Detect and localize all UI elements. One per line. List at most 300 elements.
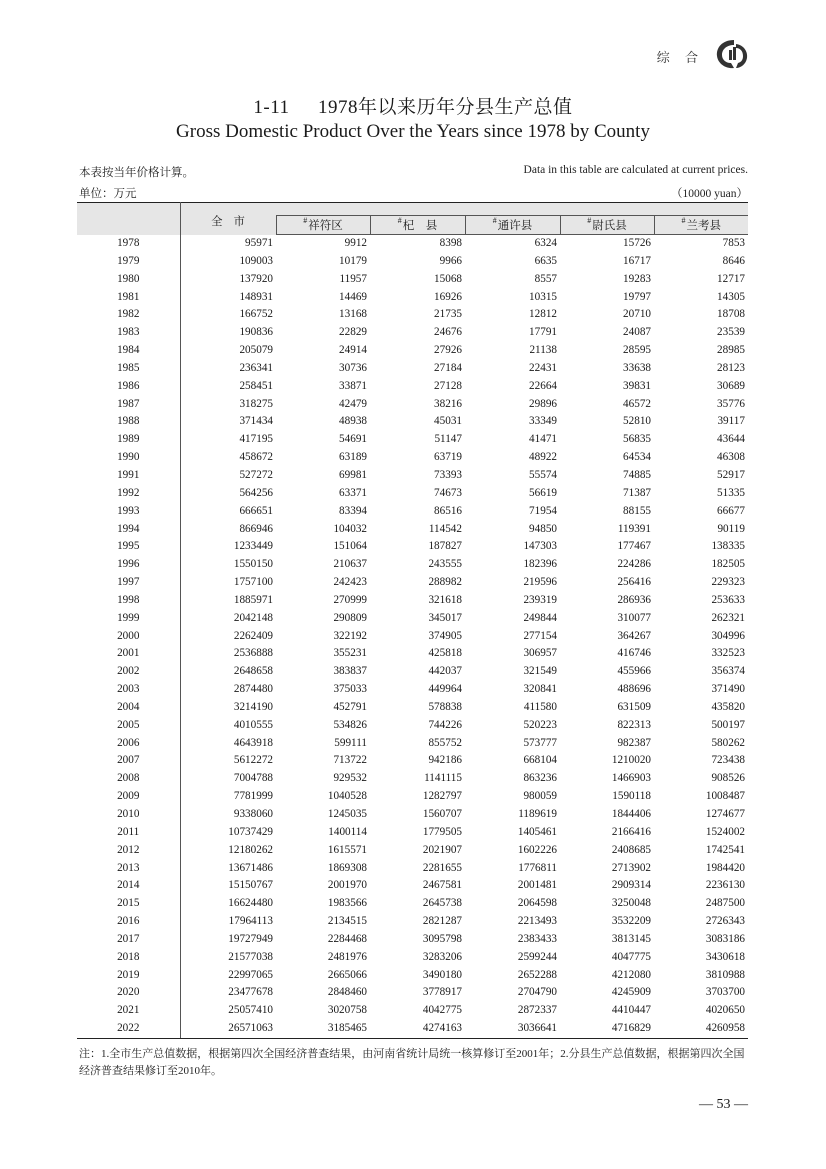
value-cell: 3810988 [705,968,745,981]
year-cell: 1994 [77,521,180,539]
value-cell: 2848460 [327,986,367,999]
value-cell: 95971 [245,236,273,249]
table-row [77,949,748,967]
value-cell: 63719 [434,451,462,464]
value-cell: 119391 [617,522,651,535]
value-cell: 236341 [239,361,273,374]
value-cell: 2652288 [517,968,557,981]
table-row [77,681,748,699]
value-cell: 2648658 [233,665,273,678]
table-row [77,842,748,860]
value-cell: 1189619 [518,808,557,820]
value-cell: 262321 [711,611,745,624]
value-cell: 86516 [434,504,462,517]
value-cell: 855752 [428,736,462,749]
value-cell: 73393 [434,468,462,481]
value-cell: 3250048 [611,897,651,910]
value-cell: 229323 [711,576,745,589]
value-cell: 33638 [623,361,651,374]
table-row [77,378,748,396]
unit-note-en: （10000 yuan） [671,188,748,200]
value-cell: 2874480 [233,683,273,696]
year-cell: 2005 [77,717,180,735]
value-cell: 147303 [523,540,557,553]
value-cell: 51147 [434,433,462,446]
year-cell: 1995 [77,538,180,556]
page-header [657,38,750,75]
value-cell: 14305 [717,290,745,303]
value-cell: 7004788 [233,772,273,785]
value-cell: 371434 [239,415,273,428]
value-cell: 2001481 [517,879,557,892]
table-row [77,752,748,770]
value-cell: 322192 [333,629,367,642]
value-cell: 2236130 [705,879,745,892]
year-cell: 2008 [77,770,180,788]
value-cell: 321549 [523,665,557,678]
value-cell: 22829 [339,326,367,339]
value-cell: 138335 [711,540,745,553]
value-cell: 52810 [623,415,651,428]
value-cell: 243555 [428,558,462,571]
value-cell: 21138 [529,344,557,357]
value-cell: 4274163 [370,1020,465,1038]
value-cell: 982387 [617,736,651,749]
table-row [77,788,748,806]
table-row [77,806,748,824]
price-note-en: Data in this table are calculated at current prices. [523,164,748,176]
table-row [77,770,748,788]
value-cell: 4047775 [611,950,651,963]
value-cell: 166752 [239,308,273,321]
value-cell: 43644 [717,433,745,446]
page-number: — 53 — [699,1097,748,1112]
table-title-cn: 1978年以来历年分县生产总值 [318,97,573,118]
table-row [77,913,748,931]
value-cell: 83394 [339,504,367,517]
value-cell: 3813145 [611,932,651,945]
value-cell: 9912 [344,237,367,249]
year-cell: 2014 [77,877,180,895]
value-cell: 4245909 [611,986,651,999]
value-cell: 3095798 [422,932,462,945]
value-cell: 455966 [617,665,651,678]
value-cell: 8646 [722,254,745,267]
value-cell: 520223 [523,718,557,731]
table-body [77,235,748,1039]
value-cell: 26571063 [180,1020,276,1038]
table-title-en: Gross Domestic Product Over the Years since 1978 by County [176,121,650,142]
value-cell: 1615571 [327,843,367,856]
table-row [77,431,748,449]
value-cell: 355231 [333,647,367,660]
value-cell: 2536888 [233,647,273,660]
table-row [77,824,748,842]
value-cell: 38216 [434,397,462,410]
value-cell: 52917 [717,468,745,481]
value-cell: 56835 [623,433,651,446]
value-cell: 19797 [623,290,651,303]
value-cell: 22664 [529,379,557,392]
value-cell: 16624480 [228,897,273,910]
value-cell: 2383433 [517,932,557,945]
value-cell: 210637 [333,558,367,571]
table-row [77,860,748,878]
value-cell: 24676 [434,326,462,339]
year-cell: 2019 [77,967,180,985]
year-cell: 1985 [77,360,180,378]
table-row [77,628,748,646]
value-cell: 69981 [339,468,367,481]
value-cell: 71954 [529,504,557,517]
value-cell: 277154 [523,629,557,642]
year-cell: 2003 [77,681,180,699]
value-cell: 1590118 [612,790,651,803]
value-cell: 270999 [333,593,367,606]
table-row [77,235,748,253]
value-cell: 3083186 [705,932,745,945]
value-cell: 1984420 [705,861,745,874]
value-cell: 2262409 [233,629,273,642]
year-cell: 2001 [77,645,180,663]
value-cell: 24914 [339,344,367,357]
value-cell: 27184 [434,361,462,374]
value-cell: 10315 [529,290,557,303]
value-cell: 573777 [523,736,557,749]
value-cell: 256416 [617,576,651,589]
value-cell: 1742541 [705,843,745,856]
value-cell: 15726 [623,237,651,249]
value-cell: 148931 [239,290,273,303]
value-cell: 1245035 [327,808,367,820]
table-row [77,396,748,414]
table-number: 1-11 [253,97,290,118]
value-cell: 17791 [529,326,557,339]
year-cell: 1992 [77,485,180,503]
value-cell: 28985 [717,344,745,357]
value-cell: 411580 [523,700,557,713]
value-cell: 9338060 [233,808,273,820]
value-cell: 1282797 [422,790,462,803]
value-cell: 908526 [711,772,745,785]
value-cell: 580262 [711,736,745,749]
value-cell: 3020758 [327,1004,367,1017]
table-row [77,360,748,378]
value-cell: 14469 [339,290,367,303]
table-row [77,574,748,592]
value-cell: 578838 [428,700,462,713]
value-cell: 33871 [339,379,367,392]
value-cell: 534826 [333,718,367,731]
value-cell: 364267 [617,629,651,642]
value-cell: 4212080 [611,968,651,981]
value-cell: 929532 [333,772,367,785]
value-cell: 182505 [711,558,745,571]
value-cell: 2821287 [422,915,462,928]
table-row [77,538,748,556]
value-cell: 7781999 [233,790,273,803]
value-cell: 290809 [333,611,367,624]
value-cell: 2726343 [705,915,745,928]
value-cell: 1008487 [705,790,745,803]
table-row [77,324,748,342]
value-cell: 1040528 [327,790,367,803]
year-cell: 2010 [77,806,180,824]
price-note-cn: 本表按当年价格计算。 [79,167,194,179]
year-cell: 2007 [77,752,180,770]
year-cell: 1988 [77,413,180,431]
value-cell: 16717 [623,254,651,267]
year-cell: 1991 [77,467,180,485]
value-cell: 109003 [239,254,273,267]
table-row [77,342,748,360]
value-cell: 242423 [333,576,367,589]
value-cell: 114542 [428,522,462,535]
year-cell: 2011 [77,824,180,842]
value-cell: 332523 [711,647,745,660]
value-cell: 1210020 [611,754,651,767]
value-cell: 28595 [623,344,651,357]
table-row [77,1020,748,1038]
value-cell: 54691 [339,433,367,446]
value-cell: 22431 [529,361,557,374]
value-cell: 2408685 [611,843,651,856]
year-cell: 1987 [77,396,180,414]
value-cell: 56619 [529,486,557,499]
value-cell: 94850 [529,522,557,535]
value-cell: 306957 [523,647,557,660]
value-cell: 151064 [333,540,367,553]
year-cell: 2000 [77,628,180,646]
value-cell: 723438 [711,754,745,767]
value-cell: 3778917 [422,986,462,999]
value-cell: 12812 [529,308,557,321]
value-cell: 19283 [623,272,651,285]
value-cell: 425818 [428,647,462,660]
value-cell: 9966 [439,254,462,267]
value-cell: 48922 [529,451,557,464]
table-row [77,967,748,985]
value-cell: 45031 [434,415,462,428]
value-cell: 30736 [339,361,367,374]
value-cell: 866946 [239,522,273,535]
value-cell: 417195 [239,433,273,446]
value-cell: 177467 [617,540,651,553]
value-cell: 980059 [523,790,557,803]
value-cell: 29896 [529,397,557,410]
value-cell: 10737429 [228,825,273,838]
value-cell: 2909314 [611,879,651,892]
value-cell: 1602226 [517,843,557,856]
year-cell: 1984 [77,342,180,360]
value-cell: 2872337 [517,1004,557,1017]
value-cell: 12717 [717,272,745,285]
value-cell: 239319 [523,593,557,606]
table-row [77,717,748,735]
value-cell: 713722 [333,754,367,767]
value-cell: 458672 [239,451,273,464]
value-cell: 25057410 [228,1004,273,1017]
value-cell: 631509 [617,700,651,713]
value-cell: 564256 [239,486,273,499]
value-cell: 4042775 [422,1004,462,1017]
value-cell: 4010555 [233,718,273,731]
value-cell: 205079 [239,344,273,357]
value-cell: 3703700 [705,986,745,999]
table-row [77,449,748,467]
year-cell: 2004 [77,699,180,717]
value-cell: 1400114 [328,825,367,838]
value-cell: 500197 [711,718,745,731]
value-cell: 3532209 [611,915,651,928]
value-cell: 2713902 [611,861,651,874]
value-cell: 46308 [717,451,745,464]
table-row [77,931,748,949]
value-cell: 4716829 [560,1020,654,1038]
value-cell: 30689 [717,379,745,392]
value-cell: 2284468 [327,932,367,945]
value-cell: 863236 [523,772,557,785]
table-row [77,556,748,574]
value-cell: 17964113 [228,915,273,928]
year-cell: 1989 [77,431,180,449]
year-cell: 2015 [77,895,180,913]
year-cell: 1982 [77,306,180,324]
year-cell: 1979 [77,253,180,271]
value-cell: 599111 [334,736,367,749]
value-cell: 137920 [239,272,273,285]
total-header: 全 市 [180,203,276,235]
value-cell: 1466903 [611,772,651,785]
value-cell: 2467581 [422,879,462,892]
value-cell: 2134515 [327,915,367,928]
value-cell: 23477678 [228,986,273,999]
value-cell: 2481976 [327,950,367,963]
county-header: #尉氏县 [560,216,654,235]
value-cell: 345017 [428,611,462,624]
value-cell: 12180262 [228,843,273,856]
value-cell: 74885 [623,468,651,481]
county-header: #兰考县 [654,216,748,235]
value-cell: 15068 [434,272,462,285]
value-cell: 1274677 [705,808,745,820]
value-cell: 442037 [428,665,462,678]
value-cell: 42479 [339,397,367,410]
value-cell: 320841 [523,683,557,696]
value-cell: 666651 [239,504,273,517]
value-cell: 24087 [623,326,651,339]
title-chinese [0,92,826,119]
value-cell: 4260958 [654,1020,748,1038]
value-cell: 3214190 [233,700,273,713]
value-cell: 39831 [623,379,651,392]
value-cell: 1844406 [611,808,651,820]
value-cell: 182396 [523,558,557,571]
year-cell: 2016 [77,913,180,931]
year-cell: 1999 [77,610,180,628]
value-cell: 356374 [711,665,745,678]
year-cell: 2020 [77,984,180,1002]
year-cell: 2012 [77,842,180,860]
value-cell: 822313 [617,718,651,731]
value-cell: 2021907 [422,843,462,856]
value-cell: 527272 [239,468,273,481]
value-cell: 452791 [333,700,367,713]
value-cell: 488696 [617,683,651,696]
value-cell: 6324 [534,237,557,249]
value-cell: 74673 [434,486,462,499]
value-cell: 383837 [333,665,367,678]
value-cell: 288982 [428,576,462,589]
value-cell: 1983566 [327,897,367,910]
value-cell: 15150767 [228,879,273,892]
value-cell: 41471 [529,433,557,446]
value-cell: 48938 [339,415,367,428]
value-cell: 2001970 [327,879,367,892]
year-cell: 2022 [77,1020,180,1038]
value-cell: 318275 [239,397,273,410]
year-cell: 2006 [77,735,180,753]
value-cell: 1757100 [233,576,273,589]
gdp-table [77,202,748,1039]
value-cell: 4020650 [705,1004,745,1017]
value-cell: 2665066 [327,968,367,981]
value-cell: 27926 [434,344,462,357]
value-cell: 23539 [717,326,745,339]
county-header: #杞 县 [370,216,465,235]
year-cell: 2013 [77,860,180,878]
value-cell: 258451 [239,379,273,392]
year-cell: 1978 [77,235,180,253]
value-cell: 51335 [717,486,745,499]
value-cell: 71387 [623,486,651,499]
table-row [77,610,748,628]
year-cell: 1996 [77,556,180,574]
value-cell: 1776811 [518,861,557,874]
value-cell: 4410447 [611,1004,651,1017]
value-cell: 7853 [722,237,745,249]
value-cell: 33349 [529,415,557,428]
value-cell: 27128 [434,379,462,392]
value-cell: 10179 [339,254,367,267]
table-row [77,467,748,485]
value-cell: 46572 [623,397,651,410]
value-cell: 2599244 [517,950,557,963]
value-cell: 304996 [711,629,745,642]
value-cell: 249844 [523,611,557,624]
table-row [77,485,748,503]
value-cell: 63371 [339,486,367,499]
value-cell: 1233449 [233,540,273,553]
value-cell: 1524002 [705,825,745,838]
table-row [77,663,748,681]
value-cell: 190836 [239,326,273,339]
value-cell: 13671486 [228,861,273,874]
year-cell: 1980 [77,271,180,289]
table-row [77,699,748,717]
value-cell: 1779505 [422,825,462,838]
table-row [77,735,748,753]
value-cell: 3185465 [276,1020,370,1038]
year-cell: 1981 [77,289,180,307]
table-row [77,306,748,324]
value-cell: 668104 [523,754,557,767]
value-cell: 2487500 [705,897,745,910]
year-header [77,203,180,235]
value-cell: 1405461 [517,825,557,838]
value-cell: 253633 [711,593,745,606]
year-cell: 1998 [77,592,180,610]
